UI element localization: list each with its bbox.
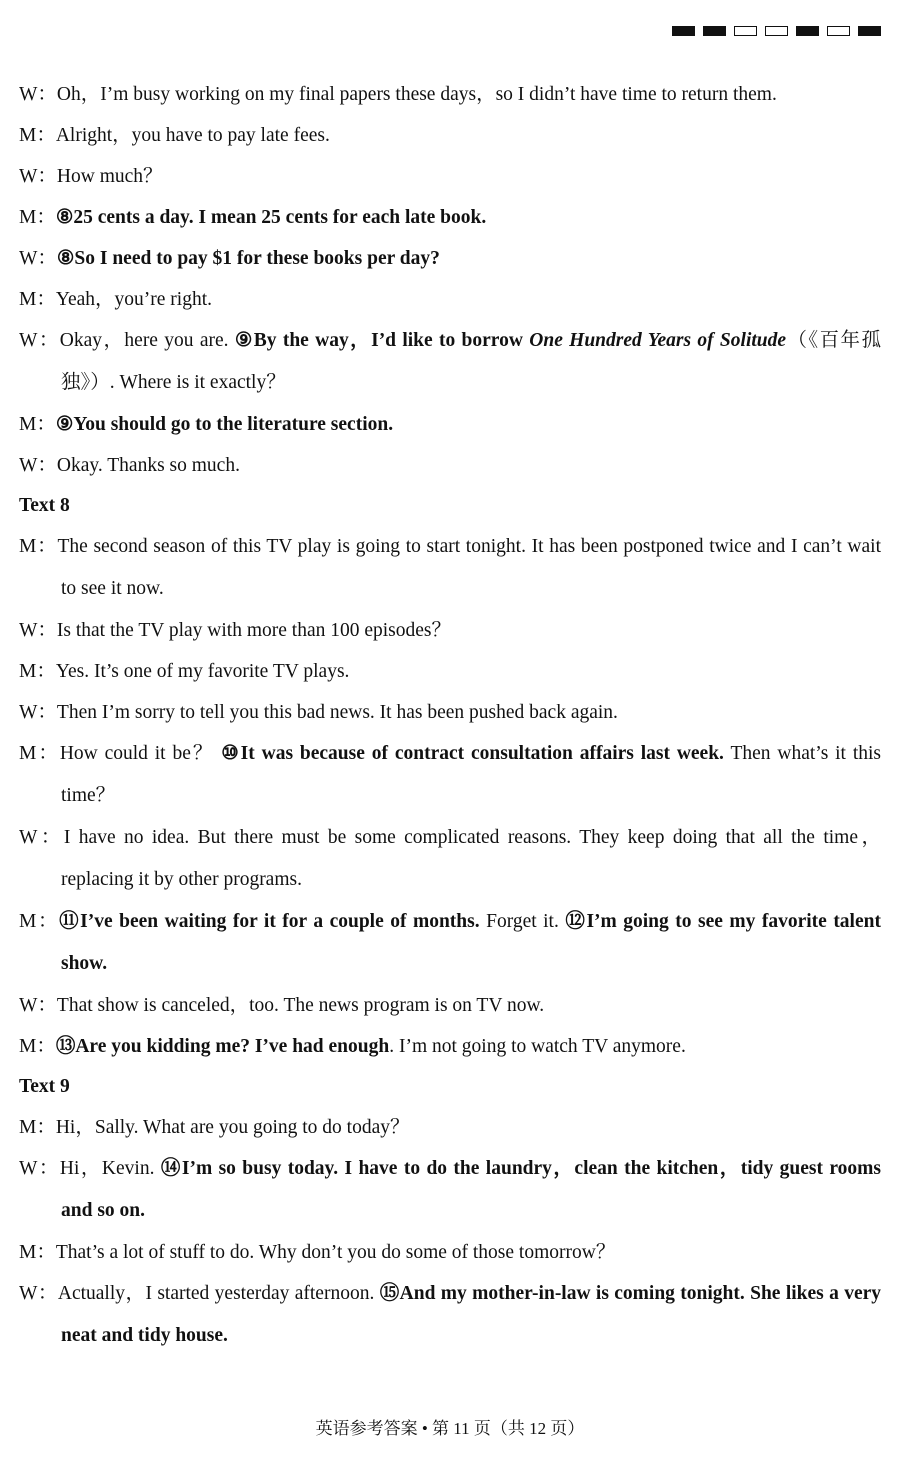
speaker: W：: [19, 702, 57, 723]
line-text: I have no idea. But there must be some complicated reasons. They keep doing that all the time，replacing it by other programs.: [61, 827, 882, 890]
answer-text: ⑫I’m going to see my favorite talent show.: [61, 911, 881, 974]
line-text: Forget it.: [479, 911, 566, 932]
line-text: Then what’s it this time？: [61, 743, 882, 806]
speaker: M：: [19, 1117, 56, 1138]
line-text: Oh，I’m busy working on my final papers these days，so I didn’t have time to return them.: [56, 84, 777, 105]
dialogue-line: [19, 1273, 881, 1357]
line-text: （《百年孤独》）. Where is it exactly？: [61, 330, 881, 393]
dialogue-line: [19, 156, 881, 197]
line-text: That’s a lot of stuff to do. Why don’t you do some of those tomorrow？: [55, 1242, 616, 1263]
line-text: Is that the TV play with more than 100 episodes？: [56, 620, 452, 641]
line-text: How much？: [56, 166, 163, 187]
answer-text: ⑪I’ve been waiting for it for a couple of months.: [59, 911, 480, 932]
page-mark: [703, 26, 726, 36]
line-text: Then I’m sorry to tell you this bad news. It has been pushed back again.: [56, 702, 618, 723]
page-mark: [858, 26, 881, 36]
speaker: M：: [19, 207, 56, 228]
page-mark: [827, 26, 850, 36]
line-text: How could it be？: [59, 743, 222, 764]
book-title: One Hundred Years of Solitude: [529, 330, 787, 351]
dialogue-line: [19, 445, 881, 486]
speaker: M：: [19, 911, 60, 932]
dialogue-line: [19, 197, 881, 238]
dialogue-line: [19, 1148, 881, 1232]
speaker: M：: [19, 289, 56, 310]
speaker: M：: [19, 1242, 56, 1263]
dialogue-line: [19, 610, 881, 651]
line-text: Yeah，you’re right.: [55, 289, 213, 310]
speaker: W：: [19, 84, 57, 105]
dialogue-line: [19, 320, 881, 404]
answer-text: ⑧25 cents a day. I mean 25 cents for each late book.: [55, 207, 487, 228]
speaker: W：: [19, 455, 57, 476]
page-mark: [765, 26, 788, 36]
speaker: M：: [19, 125, 56, 146]
section-heading: Text 9: [19, 1076, 70, 1097]
dialogue-line: [19, 404, 881, 445]
line-text: Okay，here you are.: [59, 330, 235, 351]
speaker: M：: [19, 1036, 56, 1057]
dialogue-line: [19, 238, 881, 279]
answer-text: ⑨You should go to the literature section.: [55, 414, 394, 435]
answer-text: ⑩It was because of contract consultation affairs last week.: [221, 743, 724, 764]
page-mark: [796, 26, 819, 36]
speaker: W：: [19, 1283, 58, 1304]
speaker: W：: [19, 248, 57, 269]
page-marks: [672, 26, 881, 36]
speaker: W：: [19, 166, 57, 187]
page-footer: 英语参考答案 • 第 11 页（共 12 页）: [315, 1419, 585, 1438]
dialogue-line: [19, 651, 881, 692]
speaker: M：: [19, 414, 56, 435]
answer-text: ⑭I’m so busy today. I have to do the laundry，clean the kitchen，tidy guest rooms and so on.: [61, 1158, 882, 1221]
line-text: The second season of this TV play is going to start tonight. It has been postponed twice and I can’t wait to see it now.: [57, 536, 881, 599]
page-mark: [672, 26, 695, 36]
dialogue-line: [19, 526, 881, 610]
speaker: W：: [19, 995, 57, 1016]
line-text: Hi，Kevin.: [59, 1158, 161, 1179]
dialogue-line: [19, 115, 881, 156]
line-text: Yes. It’s one of my favorite TV plays.: [55, 661, 350, 682]
speaker: M：: [19, 536, 58, 557]
dialogue-line: [19, 901, 881, 985]
dialogue-line: [19, 74, 881, 115]
section-heading: Text 8: [19, 495, 70, 516]
dialogue-line: [19, 279, 881, 320]
dialogue-line: [19, 1026, 881, 1067]
speaker: W：: [19, 620, 57, 641]
speaker: W：: [19, 330, 60, 351]
line-text: . I’m not going to watch TV anymore.: [389, 1036, 686, 1057]
speaker: W：: [19, 827, 64, 848]
dialogue-line: [19, 1232, 881, 1273]
dialogue-line: [19, 1107, 881, 1148]
speaker: M：: [19, 743, 60, 764]
line-text: Okay. Thanks so much.: [56, 455, 240, 476]
line-text: Alright，you have to pay late fees.: [55, 125, 330, 146]
answer-text: ⑬Are you kidding me? I’ve had enough: [55, 1036, 390, 1057]
dialogue-line: [19, 733, 881, 817]
answer-text: ⑨By the way，I’d like to borrow: [234, 330, 530, 351]
dialogue-line: [19, 817, 881, 901]
line-text: Hi，Sally. What are you going to do today？: [55, 1117, 410, 1138]
speaker: W：: [19, 1158, 60, 1179]
document-body: [19, 74, 881, 1357]
dialogue-line: [19, 985, 881, 1026]
line-text: Actually，I started yesterday afternoon.: [57, 1283, 380, 1304]
dialogue-line: [19, 692, 881, 733]
line-text: That show is canceled，too. The news program is on TV now.: [56, 995, 545, 1016]
answer-text: ⑧So I need to pay $1 for these books per day?: [56, 248, 440, 269]
page-mark: [734, 26, 757, 36]
speaker: M：: [19, 661, 56, 682]
answer-text: ⑮And my mother-in-law is coming tonight. She likes a very neat and tidy house.: [61, 1283, 882, 1346]
